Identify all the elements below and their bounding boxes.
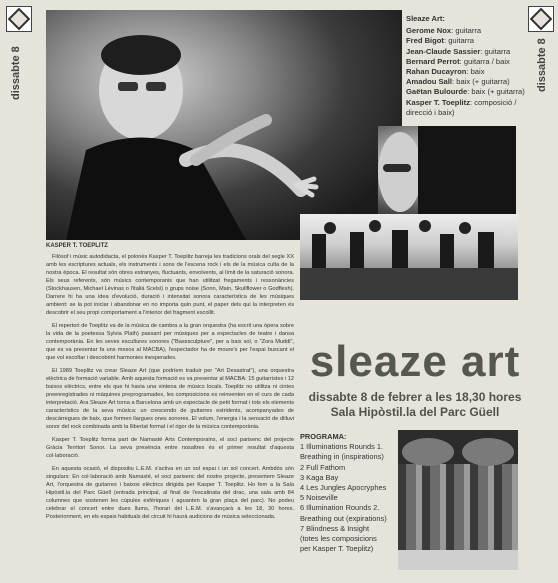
credit-row: Jean-Claude Sassier: guitarra [406, 46, 511, 56]
program-list [300, 432, 400, 554]
credit-name: Bernard Perrot [406, 56, 460, 66]
credit-role: composició / direcció i baix) [406, 97, 517, 117]
credit-name: Fred Bigot [406, 36, 444, 46]
credit-name: Jean-Claude Sassier [406, 46, 481, 56]
program-item: 6 Illumination Rounds 2. [300, 503, 380, 513]
credit-name: Amadou Sall [406, 77, 452, 87]
program-item: 3 Kaga Bay [300, 472, 339, 482]
credits-title: Sleaze Art: [406, 14, 445, 23]
event-venue: Sala Hipòstil.la del Parc Güell [330, 405, 500, 419]
program-item: 7 Blindness & Insight [300, 523, 370, 533]
photo-parc-guell-columns [398, 430, 518, 570]
credits-block [406, 14, 526, 118]
credit-row: Bernard Perrot: guitarra / baix [406, 56, 510, 66]
program-item: 1 Illuminations Rounds 1. [300, 442, 383, 452]
credit-row: Kasper T. Toeplitz: composició / direcció i baix) [406, 97, 517, 117]
article-paragraph: El repertori de Toeplitz va de la música de cambra a la gran orquestra (ha escrit una òpera sobre la vida de la poetessa Sylvia Plath) passant per músiques per a espectacles de teatre i dansa contemporània. En les seves escultures sonores ("Basssculpture", per a baix sol, o "Zora Muddi", que es va presentar fa uns mesos al MACBA), l'espectador ha de moure's per l'espai buscant el que vol escoltar i descobrint harmonies inesperades. [46, 323, 294, 361]
side-label-left: dissabte 8 [10, 46, 22, 100]
program-item: Breathing out (expirations) [300, 513, 387, 523]
credit-role: guitarra [448, 36, 474, 46]
performer-silhouette [46, 10, 402, 240]
program-item: 5 Noiseville [300, 493, 338, 503]
diamond-icon [8, 8, 31, 31]
program-item: 2 Full Fathom [300, 462, 346, 472]
face-silhouette [378, 126, 516, 218]
credit-row: Fred Bigot: guitarra [406, 36, 474, 46]
credit-role: guitarra [484, 46, 511, 56]
corner-ornament-left [6, 6, 32, 32]
photo-kasper-toeplitz [46, 10, 402, 240]
event-date: dissabte 8 de febrer a les 18,30 hores [308, 390, 522, 404]
credit-name: Gerome Nox [406, 26, 452, 36]
event-headline: sleaze art [309, 337, 521, 386]
credit-role: baix (+ guitarra) [456, 77, 510, 87]
program-item: (totes les composicions [300, 534, 377, 544]
photo-stage-performance [300, 214, 518, 300]
credit-role: baix [470, 67, 485, 77]
program-item: 4 Les Jungles Apocryphes [300, 483, 387, 493]
article-paragraph: El 1989 Toeplitz va crear Sleaze Art (que podríem traduir per "Art Desastrat"), una orquestra elèctrica de formació variable. Amb aquesta formació es va presentar al MACBA: 15 guitarristes i 12 baixos elèctrics, entre els que hi havia una vintena de músics locals. Toeplitz no utilitza ni cintes preenregistrades ni màquines preprogramades, les composicions es reinventen en el curs de cada interpretació. Ara Sleaze Art torna a Barcelona amb un espectacle de petit format i tots els elements característics de la seva música: un crescendo de guitarres estridents, acompanyades de descàrregues de baix, que formen llargues ones sonores. El volum, l'energia i la sensació de dilluvi sonor del rock combinada amb la llibertat formal i el rigor de la música contemporània. [46, 368, 294, 430]
credit-row: Gerome Nox: guitarra [406, 26, 482, 36]
article-byline: KASPER T. TOEPLITZ [46, 243, 108, 249]
credit-name: Gaëtan Bulourde [406, 87, 468, 97]
credit-role: guitarra / baix [463, 56, 510, 66]
credit-name: Rahan Ducayron [406, 67, 467, 77]
program-title: PROGRAMA: [300, 432, 347, 441]
article-paragraph: Kasper T. Toeplitz forma part de Namasté Arts Contemporains, el soci parisenc del projecte Gràcia Territori Sonor. La seva presència entre nosaltres és el primer resultat d'aquesta col·laboració. [46, 437, 294, 459]
side-label-right: dissabte 8 [536, 38, 548, 92]
credit-role: baix (+ guitarra) [471, 87, 525, 97]
credit-row: Rahan Ducayron: baix [406, 67, 485, 77]
corner-ornament-right [528, 6, 554, 32]
credit-role: guitarra [455, 26, 482, 36]
article-body [46, 242, 294, 526]
diamond-icon [530, 8, 553, 31]
program-item: Breathing in (inspirations) [300, 452, 384, 462]
program-item: per Kasper T. Toeplitz) [300, 544, 374, 554]
article-paragraph: En aquesta ocasió, el dispositiu L.E.M. s'activa en un sol espai i un sol concert. Ambdós són singulars: En col·laboració amb Namasté, el soci parisenc del nostre projecte, presentem Sleaze Art, l'orquestra de guitarres i baixos elèctrics dirigida per Kasper T. Toeplitz. Ho fem a la Sala Hipòstil.la del Parc Güell (entrada principal, al final de l'escalinata del drac, una sala amb 84 columnes que sostenen les cúpules esfèriques i aguanten la gran plaça del parc). No podeu celebrar el concert entre dues llums, l'horari del L.E.M. s'avançarà a les 18, 30 hores. Posteriorment, en els espais habituals del circuit hi haurà audicions de música seleccionada. [46, 466, 294, 520]
stage-figures [300, 214, 518, 300]
credit-name: Kasper T. Toeplitz [406, 97, 470, 107]
credit-row: Gaëtan Bulourde: baix (+ guitarra) [406, 87, 525, 97]
photo-face-closeup [378, 126, 516, 218]
article-paragraph: Filòsof i músic autodidacta, el polonès Kasper T. Toeplitz barreja les tradicions orals del segle XX amb les escriptures actuals, els instruments i sons de l'escena rock i els de la música culta de la nostra època. El resultat són obres estranyes, fluctuants, envolvents, al límit de la saturació sonora. Els seus referents, són músics contemporanis que han utilitzat fregaments i ressonàncies (Stockhausen, Michael Lévinas o l'italià Scelsi) o grups noise (Sonn, Main, Skullflower o Godflesh). Darrere hi ha una idea d'evolució, duració i intensitat sonora característica de les músiques ambient: se la pot iniciar i abandonar en no importa quin punt, el paper dels qui la interpreten és descobrir el seu propi comportament a l'interior del fragment escollit. [46, 254, 294, 316]
credit-row: Amadou Sall: baix (+ guitarra) [406, 77, 510, 87]
columns-illustration [398, 430, 518, 570]
